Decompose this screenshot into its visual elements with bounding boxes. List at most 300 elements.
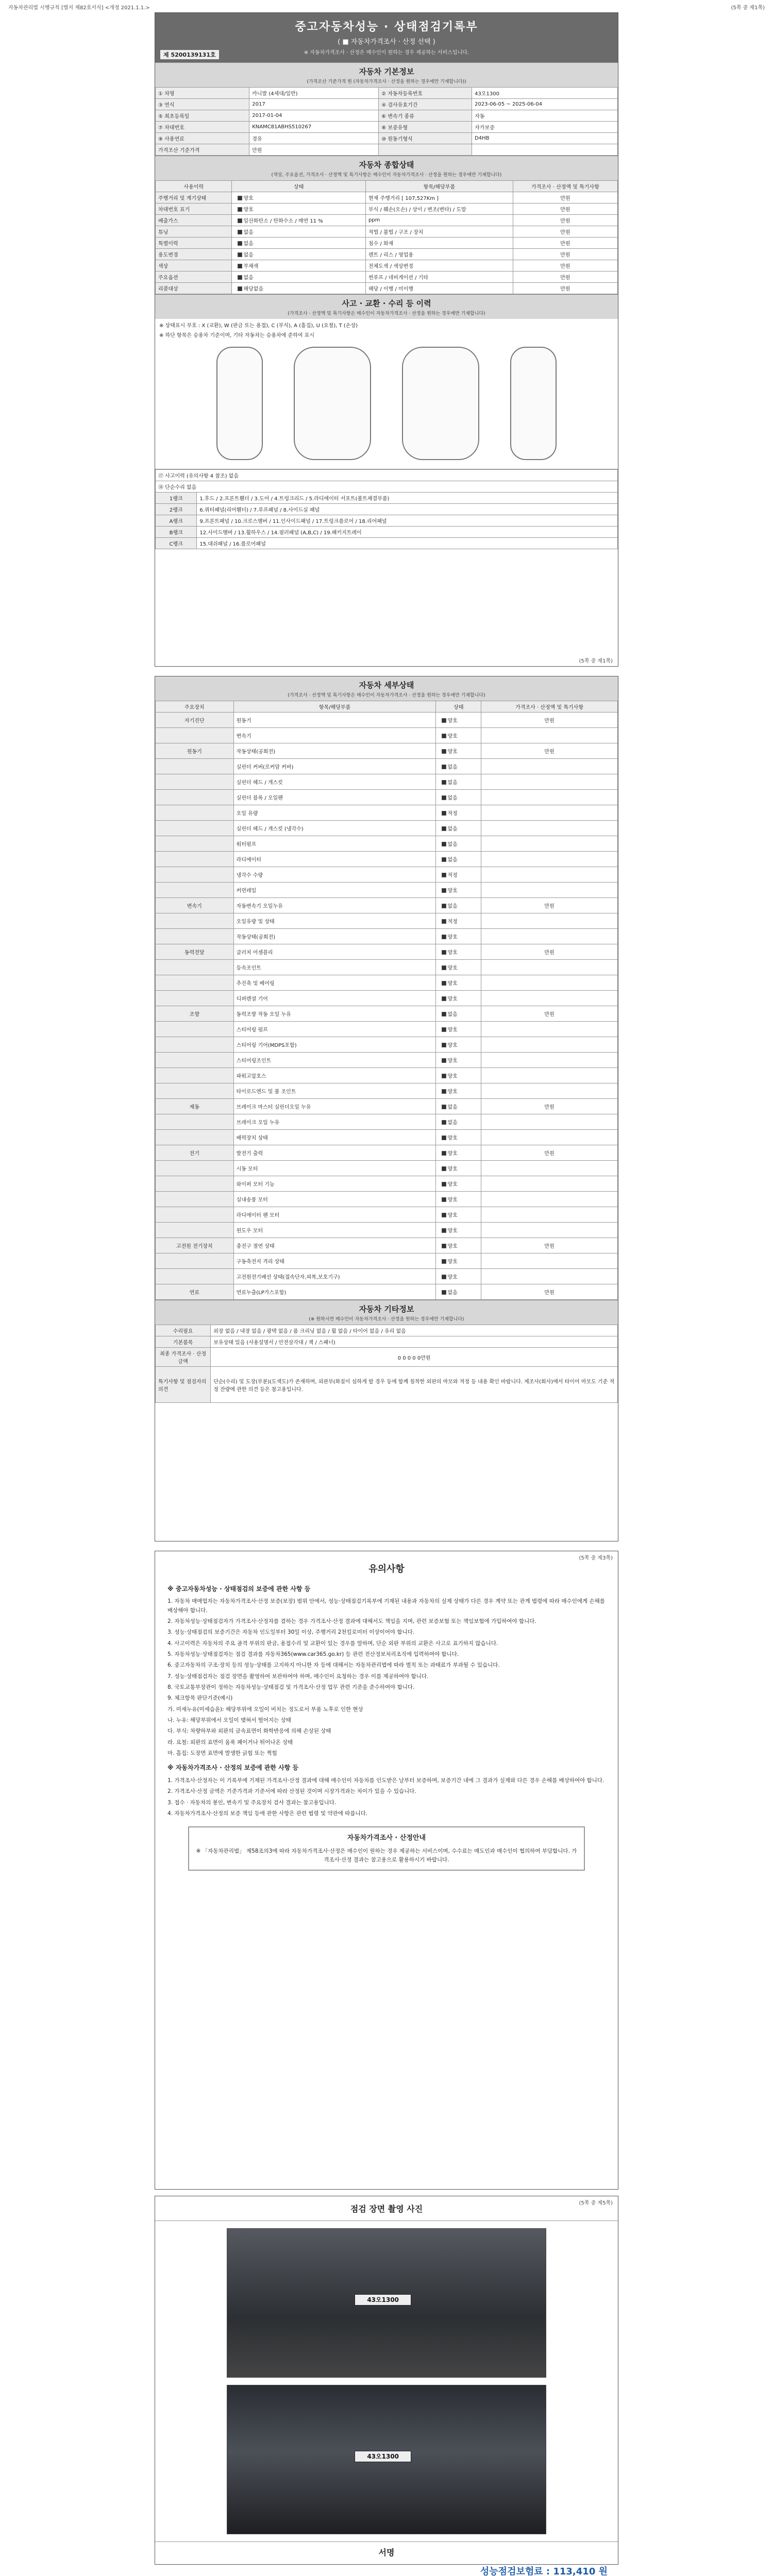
basic-key: 가격조산 기준가격 — [156, 144, 249, 156]
detail-state-value: 적정 — [447, 873, 458, 878]
notice-section — [155, 1551, 618, 1886]
detail-table — [155, 701, 618, 1300]
checkbox-icon — [442, 965, 446, 970]
basic-info-row — [156, 133, 618, 144]
detail-item: 충전구 절연 상태 — [233, 1238, 436, 1253]
checkbox-icon — [442, 842, 446, 846]
section-note: (가격조사 · 산정액 및 특기사항은 매수인이 자동차가격조사 · 산정을 원하는 경우에만 기재합니다) — [155, 310, 618, 319]
overall-item-name: 특별이력 — [156, 238, 232, 249]
detail-state-value: 없음 — [447, 826, 458, 832]
checkbox-icon — [442, 718, 446, 723]
document-subtitle: ( ■ 자동차가격조사 · 산정 선택 ) — [338, 38, 435, 46]
detail-price — [481, 1022, 618, 1037]
detail-group: 동력전달 — [156, 944, 234, 960]
part-rank-row — [156, 493, 618, 504]
insurance-fee: 성능점검보험료 : 113,410 원 — [480, 2566, 608, 2576]
checkbox-icon — [442, 1089, 446, 1094]
detail-row — [156, 1176, 618, 1192]
form-header-line — [0, 0, 773, 11]
detail-row — [156, 1269, 618, 1284]
notice-item: 2. 가격조사·산정 금액은 기준가격과 기준서에 따라 산정된 것이며 시장가격과는 차이가 있을 수 있습니다. — [167, 1788, 416, 1795]
basic-key: ③ 연식 — [156, 99, 249, 110]
detail-state — [436, 774, 481, 790]
detail-state-value: 양호 — [447, 1228, 458, 1234]
detail-group — [156, 929, 234, 944]
detail-row — [156, 713, 618, 728]
detail-state-value: 양호 — [447, 1027, 458, 1033]
detail-group — [156, 821, 234, 836]
detail-item: 실내송풍 모터 — [233, 1192, 436, 1207]
detail-row — [156, 960, 618, 975]
detail-row — [156, 1130, 618, 1145]
detail-state — [436, 944, 481, 960]
basic-info-row — [156, 110, 618, 122]
section-title: 자동차 기타정보 — [155, 1300, 618, 1315]
overall-part: 적법 / 불법 / 구조 / 장치 — [365, 226, 513, 238]
detail-state-value: 양호 — [447, 1136, 458, 1141]
basic-key: ⑧ 보증유형 — [379, 122, 472, 133]
basic-value: 43오1300 — [472, 88, 618, 99]
accident-legend: ※ 상태표시 부호 : X (교환), W (판금 또는 용접), C (부식), A (흠집), U (요철), T (손상) — [159, 323, 358, 329]
overall-state-value: 일산화탄소 / 탄화수소 / 매연 11 % — [243, 218, 323, 224]
detail-row — [156, 1006, 618, 1022]
notice-list-1 — [167, 1597, 606, 1758]
detail-state — [436, 1192, 481, 1207]
basic-key: ② 자동차등록번호 — [379, 88, 472, 99]
overall-part: 렌트 / 리스 / 영업용 — [365, 249, 513, 260]
license-plate: 43오1300 — [355, 2294, 411, 2306]
detail-state — [436, 805, 481, 821]
overall-state — [232, 249, 365, 260]
basic-value — [472, 144, 618, 156]
detail-group — [156, 805, 234, 821]
detail-state-value: 양호 — [447, 1197, 458, 1203]
detail-state — [436, 1238, 481, 1253]
column-header: 가격조사 · 산정액 및 특기사항 — [481, 701, 618, 713]
detail-state — [436, 883, 481, 898]
detail-state — [436, 898, 481, 913]
detail-state-value: 없음 — [447, 1012, 458, 1018]
detail-group: 연료 — [156, 1284, 234, 1300]
detail-price — [481, 929, 618, 944]
overall-state-value: 무채색 — [243, 264, 259, 269]
detail-group — [156, 1114, 234, 1130]
detail-row — [156, 743, 618, 759]
detail-group — [156, 774, 234, 790]
detail-row — [156, 852, 618, 867]
overall-state — [232, 192, 365, 204]
detail-group — [156, 836, 234, 852]
basic-info-section — [155, 62, 618, 156]
part-rank: B랭크 — [156, 527, 197, 538]
detail-item: 브레이크 오일 누유 — [233, 1114, 436, 1130]
detail-price: 만원 — [481, 898, 618, 913]
detail-item: 실린더 블록 / 오일팬 — [233, 790, 436, 805]
detail-group — [156, 852, 234, 867]
document-header — [155, 13, 618, 62]
detail-price — [481, 759, 618, 774]
detail-row — [156, 1284, 618, 1300]
basic-value: 자동 — [472, 110, 618, 122]
detail-item: 윈도우 모터 — [233, 1223, 436, 1238]
detail-price — [481, 913, 618, 929]
detail-price — [481, 867, 618, 883]
overall-row — [156, 226, 618, 238]
total-price-label: 최종 가격조사 · 산정 금액 — [156, 1348, 211, 1367]
checkbox-icon — [442, 1151, 446, 1156]
section-title: 사고 · 교환 · 수리 등 이력 — [155, 295, 618, 310]
detail-item: 등속조인트 — [233, 960, 436, 975]
simple-repair-row: ⑱ 단순수리 없음 — [156, 481, 618, 493]
checkbox-icon — [442, 919, 446, 924]
checkbox-icon — [442, 873, 446, 877]
basic-key: ④ 검사유효기간 — [379, 99, 472, 110]
detail-item: 발전기 출력 — [233, 1145, 436, 1161]
checkbox-icon — [442, 857, 446, 862]
detail-group — [156, 1083, 234, 1099]
detail-state — [436, 1176, 481, 1192]
basic-info-row — [156, 99, 618, 110]
accident-table — [155, 469, 618, 549]
checkbox-icon — [442, 1166, 446, 1171]
detail-state-value: 양호 — [447, 1043, 458, 1048]
checkbox-icon — [442, 1074, 446, 1078]
page-counter: (5쪽 중 제1쪽) — [731, 5, 765, 11]
part-rank: 1랭크 — [156, 493, 197, 504]
detail-state-value: 양호 — [447, 1259, 458, 1265]
overall-row — [156, 204, 618, 215]
detail-section — [155, 676, 618, 1300]
detail-item: 스티어링 기어(MDPS포함) — [233, 1037, 436, 1053]
detail-group: 제동 — [156, 1099, 234, 1114]
overall-state-value: 양호 — [243, 196, 254, 201]
overall-state-value: 양호 — [243, 207, 254, 213]
detail-row — [156, 975, 618, 991]
detail-price: 만원 — [481, 1284, 618, 1300]
notice-item: 다. 부식: 차량하부와 외판의 금속표면이 화학반응에 의해 손상된 상태 — [167, 1728, 331, 1735]
detail-item: 작동상태(공회전) — [233, 929, 436, 944]
detail-row — [156, 991, 618, 1006]
detail-row — [156, 1022, 618, 1037]
overall-part: 썬루프 / 네비게이션 / 기타 — [365, 272, 513, 283]
checkbox-icon — [442, 1259, 446, 1264]
overall-state — [232, 204, 365, 215]
detail-item: 실린더 헤드 / 개스킷 — [233, 774, 436, 790]
detail-item: 동력조향 작동 오일 누유 — [233, 1006, 436, 1022]
detail-group — [156, 991, 234, 1006]
detail-item: 브레이크 마스터 실린더오일 누유 — [233, 1099, 436, 1114]
section-title: 자동차 기본정보 — [155, 63, 618, 78]
overall-item-name: 차대번호 표기 — [156, 204, 232, 215]
detail-state — [436, 960, 481, 975]
detail-item: 오일유량 및 상태 — [233, 913, 436, 929]
other-info-section — [155, 1300, 618, 1403]
notice-item: 1. 자동차 매매업자는 자동차가격조사·산정 보증(보장) 범위 안에서, 성능·상태점검기록부에 기재된 내용과 자동차의 실제 상태가 다른 경우 계약 또는 관계 법령에 따라 매수인에게 손해를 배상해야 합니다. — [167, 1598, 605, 1614]
detail-price: 만원 — [481, 1238, 618, 1253]
detail-group — [156, 960, 234, 975]
checkbox-icon — [442, 1136, 446, 1140]
notice-title: 유의사항 — [368, 1564, 405, 1574]
detail-price — [481, 960, 618, 975]
price-guide-title: 자동차가격조사 · 산정안내 — [347, 1834, 426, 1842]
detail-item: 라디에이터 — [233, 852, 436, 867]
detail-row — [156, 1083, 618, 1099]
detail-item: 오일 유량 — [233, 805, 436, 821]
overall-item-name: 튜닝 — [156, 226, 232, 238]
detail-state-value: 없음 — [447, 842, 458, 848]
overall-row — [156, 192, 618, 204]
basic-value: 2023-06-05 ~ 2025-06-04 — [472, 99, 618, 110]
detail-price: 만원 — [481, 713, 618, 728]
detail-state — [436, 1223, 481, 1238]
detail-item: 와이퍼 모터 기능 — [233, 1176, 436, 1192]
overall-item-name: 색상 — [156, 260, 232, 272]
detail-state — [436, 1284, 481, 1300]
detail-item: 스티어링조인트 — [233, 1053, 436, 1068]
checkbox-icon — [238, 230, 242, 234]
detail-group — [156, 1207, 234, 1223]
notice-item: 2. 자동차성능·상태점검자가 가격조사·산정자를 겸하는 경우 가격조사·산정 결과에 대해서도 책임을 지며, 관련 보증보험 또는 책임보험에 가입하여야 합니다. — [167, 1618, 536, 1625]
detail-row — [156, 728, 618, 743]
notice-item: 나. 누유: 해당부위에서 오일이 맺혀서 떨어지는 상태 — [167, 1717, 291, 1723]
detail-row — [156, 1145, 618, 1161]
checkbox-icon — [238, 286, 242, 291]
notice-list-2 — [167, 1776, 606, 1818]
detail-state-value: 없음 — [447, 857, 458, 863]
other-key: 수리필요 — [156, 1325, 211, 1336]
checkbox-icon — [238, 275, 242, 280]
detail-state-value: 양호 — [447, 996, 458, 1002]
detail-item: 원동기 — [233, 713, 436, 728]
checkbox-icon — [442, 811, 446, 816]
detail-group — [156, 913, 234, 929]
notice-item: 3. 접수 · 자동차의 봉인, 변속기 및 주요장치 검사 결과는 참고용입니다. — [167, 1799, 337, 1806]
detail-state — [436, 913, 481, 929]
overall-part: 침수 / 화재 — [365, 238, 513, 249]
checkbox-icon — [442, 1027, 446, 1032]
detail-price — [481, 1053, 618, 1068]
overall-part: 부식 / 훼손(오손) / 상이 / 변조(변타) / 도말 — [365, 204, 513, 215]
overall-part: ppm — [365, 215, 513, 226]
basic-info-row — [156, 144, 618, 156]
notice-item: 마. 흠집: 도장면 표면에 발생한 긁힘 또는 찍힘 — [167, 1750, 277, 1756]
overall-price: 만원 — [513, 226, 617, 238]
basic-value: 2017 — [249, 99, 379, 110]
detail-state-value: 없음 — [447, 765, 458, 770]
detail-price — [481, 821, 618, 836]
part-items: 1.후드 / 2.프론트휀더 / 3.도어 / 4.트렁크리드 / 5.라디에이터 서포트(볼트체결부품) — [197, 493, 618, 504]
other-value: 외장 없음 / 내장 없음 / 광택 없음 / 룸 크리닝 없음 / 휠 없음 / 타이어 없음 / 유리 없음 — [211, 1325, 618, 1336]
detail-row — [156, 929, 618, 944]
detail-state-value: 양호 — [447, 1275, 458, 1280]
detail-row — [156, 836, 618, 852]
basic-value: D4HB — [472, 133, 618, 144]
detail-row — [156, 1114, 618, 1130]
overall-state-value: 없음 — [243, 230, 254, 235]
checkbox-icon — [442, 1275, 446, 1279]
checkbox-icon — [442, 780, 446, 785]
overall-price: 만원 — [513, 215, 617, 226]
detail-row — [156, 1099, 618, 1114]
part-items: 15.대쉬패널 / 16.플로어패널 — [197, 538, 618, 549]
record-page-1 — [155, 12, 618, 667]
detail-price — [481, 1114, 618, 1130]
detail-item: 클러치 어셈블리 — [233, 944, 436, 960]
detail-price — [481, 1269, 618, 1284]
detail-group — [156, 1269, 234, 1284]
inspection-photo-front — [227, 2228, 546, 2378]
detail-state-value: 양호 — [447, 1244, 458, 1249]
notice-item: 4. 사고이력은 자동차의 주요 골격 부위의 판금, 용접수리 및 교환이 있는 경우를 말하며, 단순 외판 부위의 교환은 사고로 표기하지 않습니다. — [167, 1640, 498, 1647]
overall-row — [156, 260, 618, 272]
detail-price — [481, 1223, 618, 1238]
detail-row — [156, 1068, 618, 1083]
document-note: ※ 자동차가격조사 · 산정은 매수인이 원하는 경우 제공하는 서비스입니다. — [304, 50, 469, 56]
other-info-row — [156, 1336, 618, 1348]
detail-group — [156, 1037, 234, 1053]
detail-group — [156, 1053, 234, 1068]
license-plate: 43오1300 — [355, 2451, 411, 2462]
basic-info-table — [155, 87, 618, 156]
detail-state — [436, 1037, 481, 1053]
detail-price — [481, 1192, 618, 1207]
detail-state — [436, 743, 481, 759]
overall-state — [232, 215, 365, 226]
notice-item: 7. 성능·상태점검자는 점검 장면을 촬영하여 보관하여야 하며, 매수인이 요청하는 경우 이를 제공하여야 합니다. — [167, 1673, 429, 1680]
notice-item: 4. 자동차가격조사·산정의 보증 책임 등에 관한 사항은 관련 법령 및 약관에 따릅니다. — [167, 1810, 368, 1817]
detail-item: 시동 모터 — [233, 1161, 436, 1176]
part-rank-row — [156, 504, 618, 515]
overall-state — [232, 238, 365, 249]
part-rank: C랭크 — [156, 538, 197, 549]
basic-value: 카니발 (4세대/일반) — [249, 88, 379, 99]
basic-key: ① 차명 — [156, 88, 249, 99]
checkbox-icon — [442, 1058, 446, 1063]
detail-group — [156, 1253, 234, 1269]
detail-state-value: 양호 — [447, 935, 458, 940]
overall-price: 만원 — [513, 283, 617, 294]
detail-item: 변속기 — [233, 728, 436, 743]
section-note: (가격조사 · 산정액 및 특기사항은 매수인이 자동차가격조사 · 산정을 원하는 경우에만 기재합니다) — [155, 691, 618, 701]
checkbox-icon — [442, 981, 446, 986]
page-number: (5쪽 중 제1쪽) — [579, 658, 613, 664]
checkbox-icon — [442, 1012, 446, 1016]
column-header: 주요장치 — [156, 701, 234, 713]
detail-state — [436, 929, 481, 944]
overall-state — [232, 283, 365, 294]
detail-group — [156, 883, 234, 898]
column-header: 가격조사 · 산정액 및 특기사항 — [513, 181, 617, 192]
checkbox-icon — [442, 795, 446, 800]
price-guide-text: ※ 「자동차관리법」 제58조의3에 따라 자동차가격조사·산정은 매수인이 원하는 경우 제공하는 서비스이며, 수수료는 매도인과 매수인이 협의하여 부담합니다. 가격조사·산정 결과는 참고용으로 활용하시기 바랍니다. — [196, 1848, 577, 1863]
basic-info-row — [156, 122, 618, 133]
checkbox-icon — [442, 1105, 446, 1109]
detail-state-value: 적정 — [447, 811, 458, 817]
basic-key: ⑨ 사용연료 — [156, 133, 249, 144]
overall-price: 만원 — [513, 249, 617, 260]
detail-group: 자기진단 — [156, 713, 234, 728]
column-header: 상태 — [436, 701, 481, 713]
detail-state-value: 양호 — [447, 1089, 458, 1095]
column-header: 항목/해당부품 — [233, 701, 436, 713]
detail-state-value: 없음 — [447, 780, 458, 786]
detail-item: 배력장치 상태 — [233, 1130, 436, 1145]
detail-row — [156, 805, 618, 821]
overall-state-value: 없음 — [243, 252, 254, 258]
detail-state-value: 없음 — [447, 795, 458, 801]
detail-state-value: 양호 — [447, 888, 458, 894]
detail-group — [156, 867, 234, 883]
part-items: 12.사이드멤버 / 13.휠하우스 / 14.필러패널 (A,B,C) / 19.패키지트레이 — [197, 527, 618, 538]
detail-state — [436, 1006, 481, 1022]
detail-price — [481, 975, 618, 991]
checkbox-icon — [238, 196, 242, 200]
detail-price — [481, 836, 618, 852]
overall-state-value: 해당없음 — [243, 286, 264, 292]
detail-group — [156, 790, 234, 805]
section-note: (※ 원하시면 매수인이 자동차가격조사 · 산정을 원하는 경우에만 기재합니다) — [155, 1315, 618, 1325]
detail-item: 스티어링 펌프 — [233, 1022, 436, 1037]
detail-state-value: 양호 — [447, 1074, 458, 1079]
signature-title: 서명 — [155, 2541, 618, 2562]
basic-value: 자가보증 — [472, 122, 618, 133]
car-diagram — [155, 341, 618, 469]
overall-row — [156, 249, 618, 260]
detail-state — [436, 1083, 481, 1099]
checkbox-icon — [442, 1213, 446, 1217]
detail-price — [481, 991, 618, 1006]
detail-state-value: 적정 — [447, 919, 458, 925]
detail-state-value: 없음 — [447, 904, 458, 909]
overall-price: 만원 — [513, 272, 617, 283]
checkbox-icon — [238, 252, 242, 257]
detail-state-value: 양호 — [447, 950, 458, 956]
basic-key: ⑦ 차대번호 — [156, 122, 249, 133]
overall-item-name: 주행거리 및 계기상태 — [156, 192, 232, 204]
total-price-value: 0 0 0 0 0만원 — [211, 1348, 618, 1367]
detail-state — [436, 867, 481, 883]
basic-key: ⑩ 원동기형식 — [379, 133, 472, 144]
detail-state — [436, 1207, 481, 1223]
detail-item: 실린더 헤드 / 개스킷 (냉각수) — [233, 821, 436, 836]
overall-item-name: 주요옵션 — [156, 272, 232, 283]
checkbox-icon — [238, 264, 242, 268]
detail-row — [156, 1253, 618, 1269]
detail-state — [436, 1269, 481, 1284]
detail-group: 고전원 전기장치 — [156, 1238, 234, 1253]
detail-row — [156, 1207, 618, 1223]
checkbox-icon — [442, 904, 446, 908]
part-rank: A랭크 — [156, 515, 197, 527]
detail-price — [481, 1037, 618, 1053]
checkbox-icon — [238, 207, 242, 212]
detail-price — [481, 883, 618, 898]
detail-group — [156, 1130, 234, 1145]
detail-row — [156, 944, 618, 960]
detail-state — [436, 1099, 481, 1114]
basic-key — [379, 144, 472, 156]
detail-state — [436, 790, 481, 805]
checkbox-icon — [442, 1244, 446, 1248]
detail-row — [156, 1192, 618, 1207]
detail-item: 타이로드엔드 및 볼 조인트 — [233, 1083, 436, 1099]
detail-group — [156, 1161, 234, 1176]
overall-price: 만원 — [513, 238, 617, 249]
detail-group: 조향 — [156, 1006, 234, 1022]
detail-row — [156, 759, 618, 774]
basic-value: KNAMC81ABHS510267 — [249, 122, 379, 133]
column-header: 사용이력 — [156, 181, 232, 192]
